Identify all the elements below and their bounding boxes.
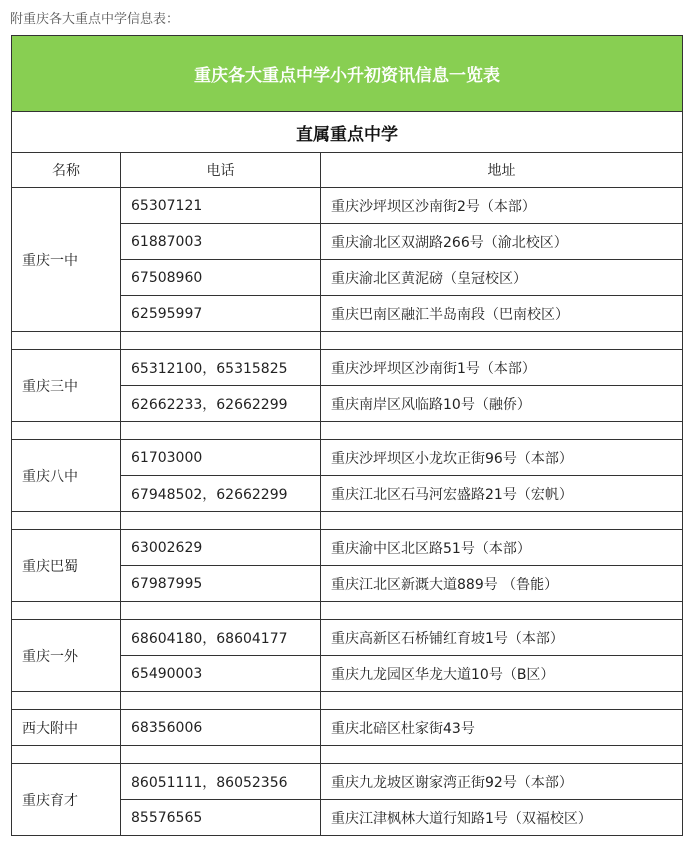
- spacer-cell: [121, 422, 321, 440]
- address-cell: 重庆江北区新溉大道889号 （鲁能）: [321, 566, 683, 602]
- phone-cell: 62595997: [121, 296, 321, 332]
- header-phone: 电话: [121, 153, 321, 188]
- phone-cell: 65307121: [121, 188, 321, 224]
- address-cell: 重庆北碚区杜家街43号: [321, 710, 683, 746]
- table-row: [12, 764, 683, 800]
- address-cell: 重庆沙坪坝区沙南街1号（本部）: [321, 350, 683, 386]
- phone-cell: 65312100，65315825: [121, 350, 321, 386]
- school-name: 重庆一外: [12, 620, 121, 692]
- phone-cell: 67508960: [121, 260, 321, 296]
- phone-cell: 68356006: [121, 710, 321, 746]
- spacer-cell: [121, 692, 321, 710]
- address-cell: 重庆沙坪坝区小龙坎正街96号（本部）: [321, 440, 683, 476]
- phone-cell: 61703000: [121, 440, 321, 476]
- school-name: 重庆三中: [12, 350, 121, 422]
- phone-cell: 68604180，68604177: [121, 620, 321, 656]
- spacer-cell: [12, 422, 121, 440]
- spacer-cell: [121, 602, 321, 620]
- school-name: 重庆一中: [12, 188, 121, 332]
- table-row: [12, 188, 683, 224]
- school-name: 西大附中: [12, 710, 121, 746]
- spacer-row: [12, 602, 683, 620]
- table-row: [12, 620, 683, 656]
- address-cell: 重庆沙坪坝区沙南街2号（本部）: [321, 188, 683, 224]
- spacer-cell: [121, 746, 321, 764]
- header-name: 名称: [12, 153, 121, 188]
- spacer-cell: [121, 332, 321, 350]
- phone-cell: 63002629: [121, 530, 321, 566]
- section-row: [12, 112, 683, 153]
- table-row: [12, 710, 683, 746]
- phone-cell: 65490003: [121, 656, 321, 692]
- phone-cell: 85576565: [121, 800, 321, 836]
- spacer-cell: [321, 422, 683, 440]
- spacer-cell: [321, 602, 683, 620]
- school-info-table: [11, 35, 683, 836]
- spacer-cell: [321, 692, 683, 710]
- spacer-row: [12, 692, 683, 710]
- school-name: 重庆巴蜀: [12, 530, 121, 602]
- phone-cell: 62662233，62662299: [121, 386, 321, 422]
- phone-cell: 67948502，62662299: [121, 476, 321, 512]
- spacer-cell: [12, 692, 121, 710]
- address-cell: 重庆巴南区融汇半岛南段（巴南校区）: [321, 296, 683, 332]
- school-name: 重庆育才: [12, 764, 121, 836]
- page-caption: 附重庆各大重点中学信息表：: [10, 12, 180, 27]
- spacer-cell: [12, 602, 121, 620]
- address-cell: 重庆南岸区风临路10号（融侨）: [321, 386, 683, 422]
- address-cell: 重庆渝中区北区路51号（本部）: [321, 530, 683, 566]
- address-cell: 重庆九龙园区华龙大道10号（B区）: [321, 656, 683, 692]
- spacer-cell: [12, 332, 121, 350]
- address-cell: 重庆渝北区黄泥磅（皇冠校区）: [321, 260, 683, 296]
- address-cell: 重庆高新区石桥铺红育坡1号（本部）: [321, 620, 683, 656]
- spacer-cell: [321, 332, 683, 350]
- header-address: 地址: [321, 153, 683, 188]
- spacer-cell: [12, 512, 121, 530]
- address-cell: 重庆渝北区双湖路266号（渝北校区）: [321, 224, 683, 260]
- spacer-row: [12, 746, 683, 764]
- spacer-row: [12, 332, 683, 350]
- spacer-cell: [121, 512, 321, 530]
- spacer-cell: [321, 512, 683, 530]
- table-row: [12, 350, 683, 386]
- phone-cell: 67987995: [121, 566, 321, 602]
- spacer-row: [12, 512, 683, 530]
- phone-cell: 86051111，86052356: [121, 764, 321, 800]
- section-title: 直属重点中学: [12, 112, 683, 153]
- address-cell: 重庆江北区石马河宏盛路21号（宏帆）: [321, 476, 683, 512]
- table-row: [12, 530, 683, 566]
- address-cell: 重庆九龙坡区谢家湾正街92号（本部）: [321, 764, 683, 800]
- table-banner: [12, 36, 683, 112]
- address-cell: 重庆江津枫林大道行知路1号（双福校区）: [321, 800, 683, 836]
- table-row: [12, 440, 683, 476]
- spacer-row: [12, 422, 683, 440]
- school-name: 重庆八中: [12, 440, 121, 512]
- table-title: 重庆各大重点中学小升初资讯信息一览表: [12, 36, 683, 112]
- spacer-cell: [12, 746, 121, 764]
- spacer-cell: [321, 746, 683, 764]
- header-row: [12, 153, 683, 188]
- phone-cell: 61887003: [121, 224, 321, 260]
